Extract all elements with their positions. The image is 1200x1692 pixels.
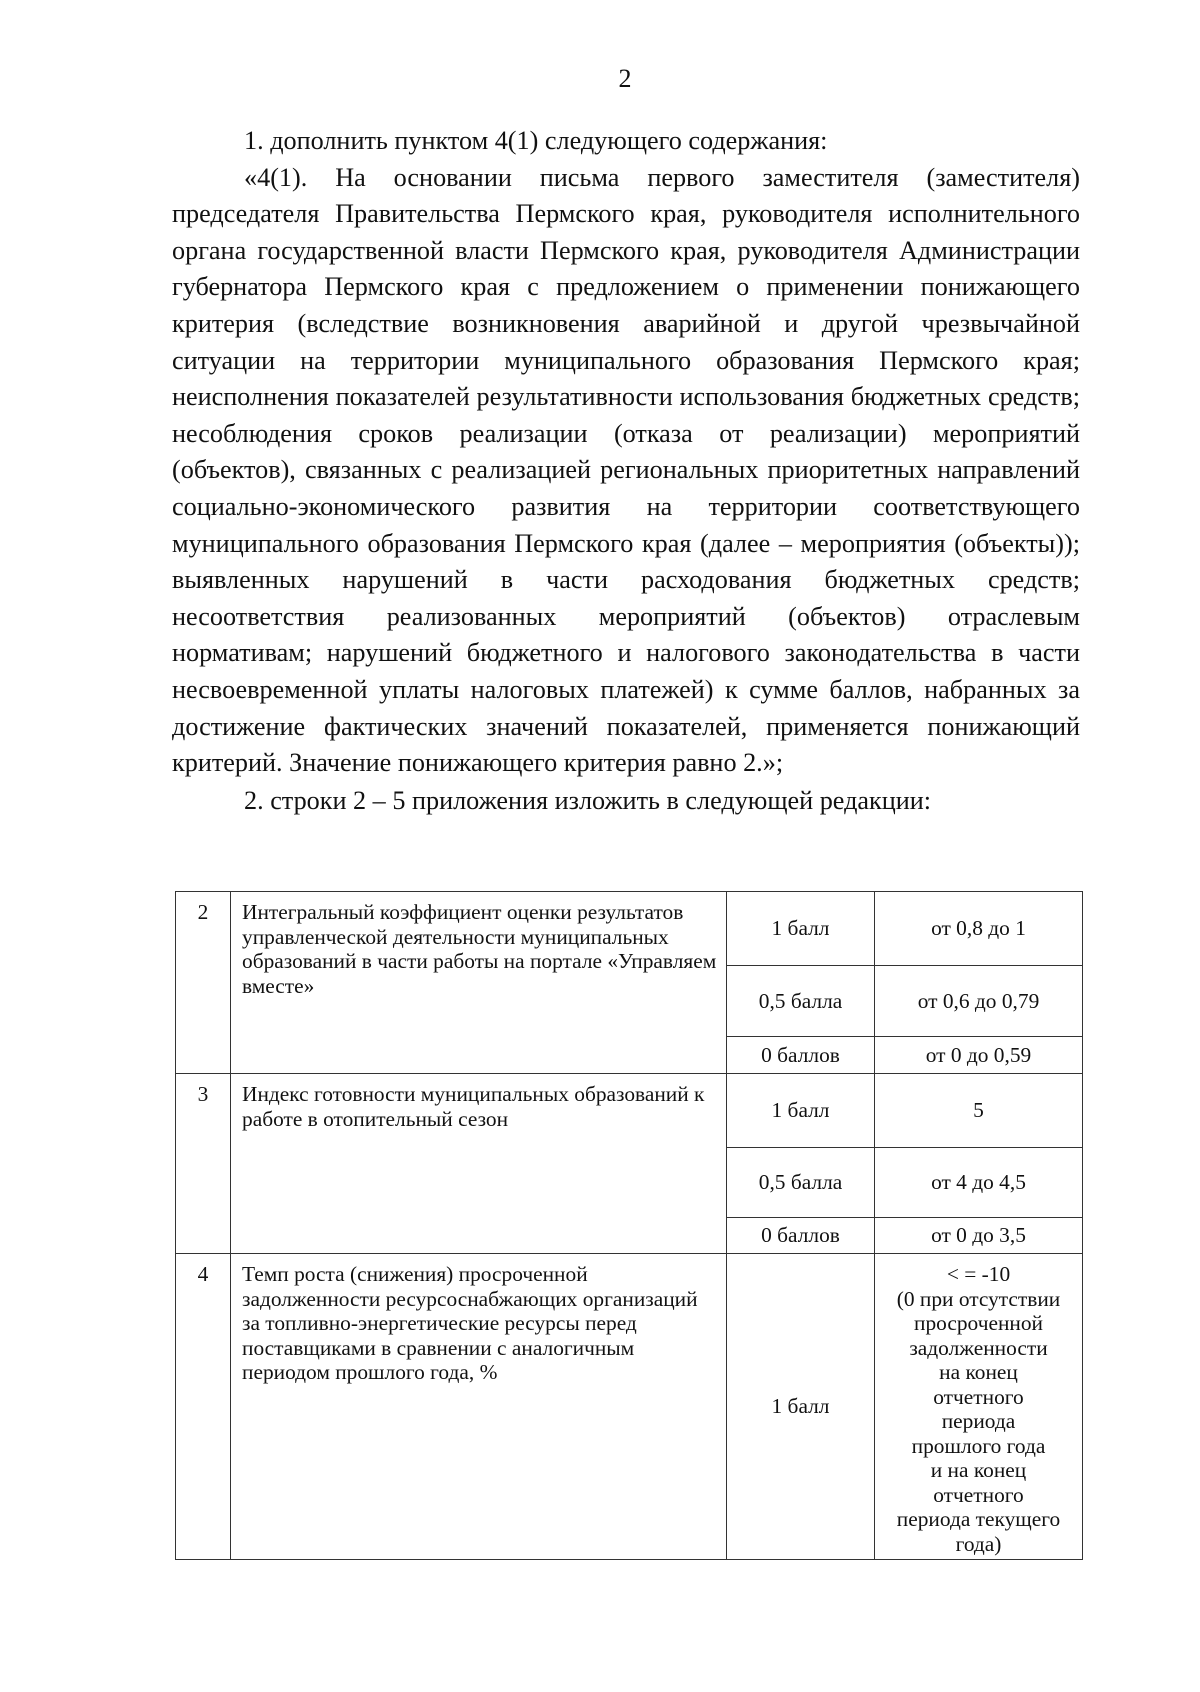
score-cell: 0,5 балла	[727, 966, 875, 1037]
range-cell: от 0 до 3,5	[875, 1218, 1083, 1254]
range-line: и на конец	[930, 1458, 1027, 1482]
indicator-name: Темп роста (снижения) просроченной задолженности ресурсоснабжающих организаций за топливно-энергетические ресурсы перед поставщиками в сравнении с аналогичным периодом прошлого года, %	[231, 1254, 727, 1560]
range-line: задолженности	[909, 1335, 1048, 1360]
range-line: периода	[941, 1409, 1016, 1433]
range-line: на конец	[939, 1360, 1018, 1384]
indicator-name: Индекс готовности муниципальных образований к работе в отопительный сезон	[231, 1074, 727, 1254]
range-line: отчетного	[933, 1482, 1024, 1507]
range-line: (0 при отсутствии	[896, 1286, 1061, 1311]
row-number: 4	[176, 1254, 231, 1560]
score-cell: 0 баллов	[727, 1218, 875, 1254]
range-line: года)	[955, 1531, 1002, 1556]
range-cell: от 0,8 до 1	[875, 892, 1083, 966]
score-cell: 0 баллов	[727, 1037, 875, 1074]
range-cell: от 0 до 0,59	[875, 1037, 1083, 1074]
row-number: 3	[176, 1074, 231, 1254]
range-cell-multiline	[875, 1254, 1083, 1560]
score-cell: 1 балл	[727, 1254, 875, 1560]
range-line: просроченной	[914, 1311, 1043, 1335]
range-line: < = -10	[946, 1262, 1011, 1286]
paragraph-item-4-1: «4(1). На основании письма первого заместителя (заместителя) председателя Правительства Пермского края, руководителя исполнительного органа государственной власти Пермского края, руководителя Администрации губернатора Пермского края с предложением о применении понижающего критерия (вследствие возникновения аварийной и другой чрезвычайной ситуации на территории муниципального образования Пермского края; неисполнения показателей результативности использования бюджетных средств; несоблюдения сроков реализации (отказа от реализации) мероприятий (объектов), связанных с реализацией региональных приоритетных направлений социально-экономического развития на территории соответствующего муниципального образования Пермского края (далее – мероприятия (объекты)); выявленных нарушений в части расходования бюджетных средств; несоответствия реализованных мероприятий (объектов) отраслевым нормативам; нарушений бюджетного и налогового законодательства в части несвоевременной уплаты налоговых платежей) к сумме баллов, набранных за достижение фактических значений показателей, применяется понижающий критерий. Значение понижающего критерия равно 2.»;	[172, 162, 1080, 778]
score-cell: 1 балл	[727, 1074, 875, 1148]
row-number: 2	[176, 892, 231, 1074]
score-cell: 0,5 балла	[727, 1148, 875, 1218]
range-cell: от 0,6 до 0,79	[875, 966, 1083, 1037]
indicator-name: Интегральный коэффициент оценки результатов управленческой деятельности муниципальных образований в части работы на портале «Управляем вместе»	[231, 892, 727, 1074]
table-row	[176, 1254, 1083, 1560]
body-text	[172, 123, 1080, 819]
score-cell: 1 балл	[727, 892, 875, 966]
range-cell: от 4 до 4,5	[875, 1148, 1083, 1218]
table-row	[176, 892, 1083, 966]
range-line: отчетного	[933, 1384, 1024, 1409]
page-number: 2	[618, 64, 632, 93]
paragraph-item-1: 1. дополнить пунктом 4(1) следующего содержания:	[244, 126, 828, 155]
range-line: прошлого года	[911, 1433, 1046, 1458]
table-row	[176, 1074, 1083, 1148]
range-cell: 5	[875, 1074, 1083, 1148]
range-line: периода текущего	[896, 1507, 1061, 1531]
criteria-table	[175, 891, 1083, 1560]
paragraph-item-2: 2. строки 2 – 5 приложения изложить в следующей редакции:	[244, 785, 932, 815]
